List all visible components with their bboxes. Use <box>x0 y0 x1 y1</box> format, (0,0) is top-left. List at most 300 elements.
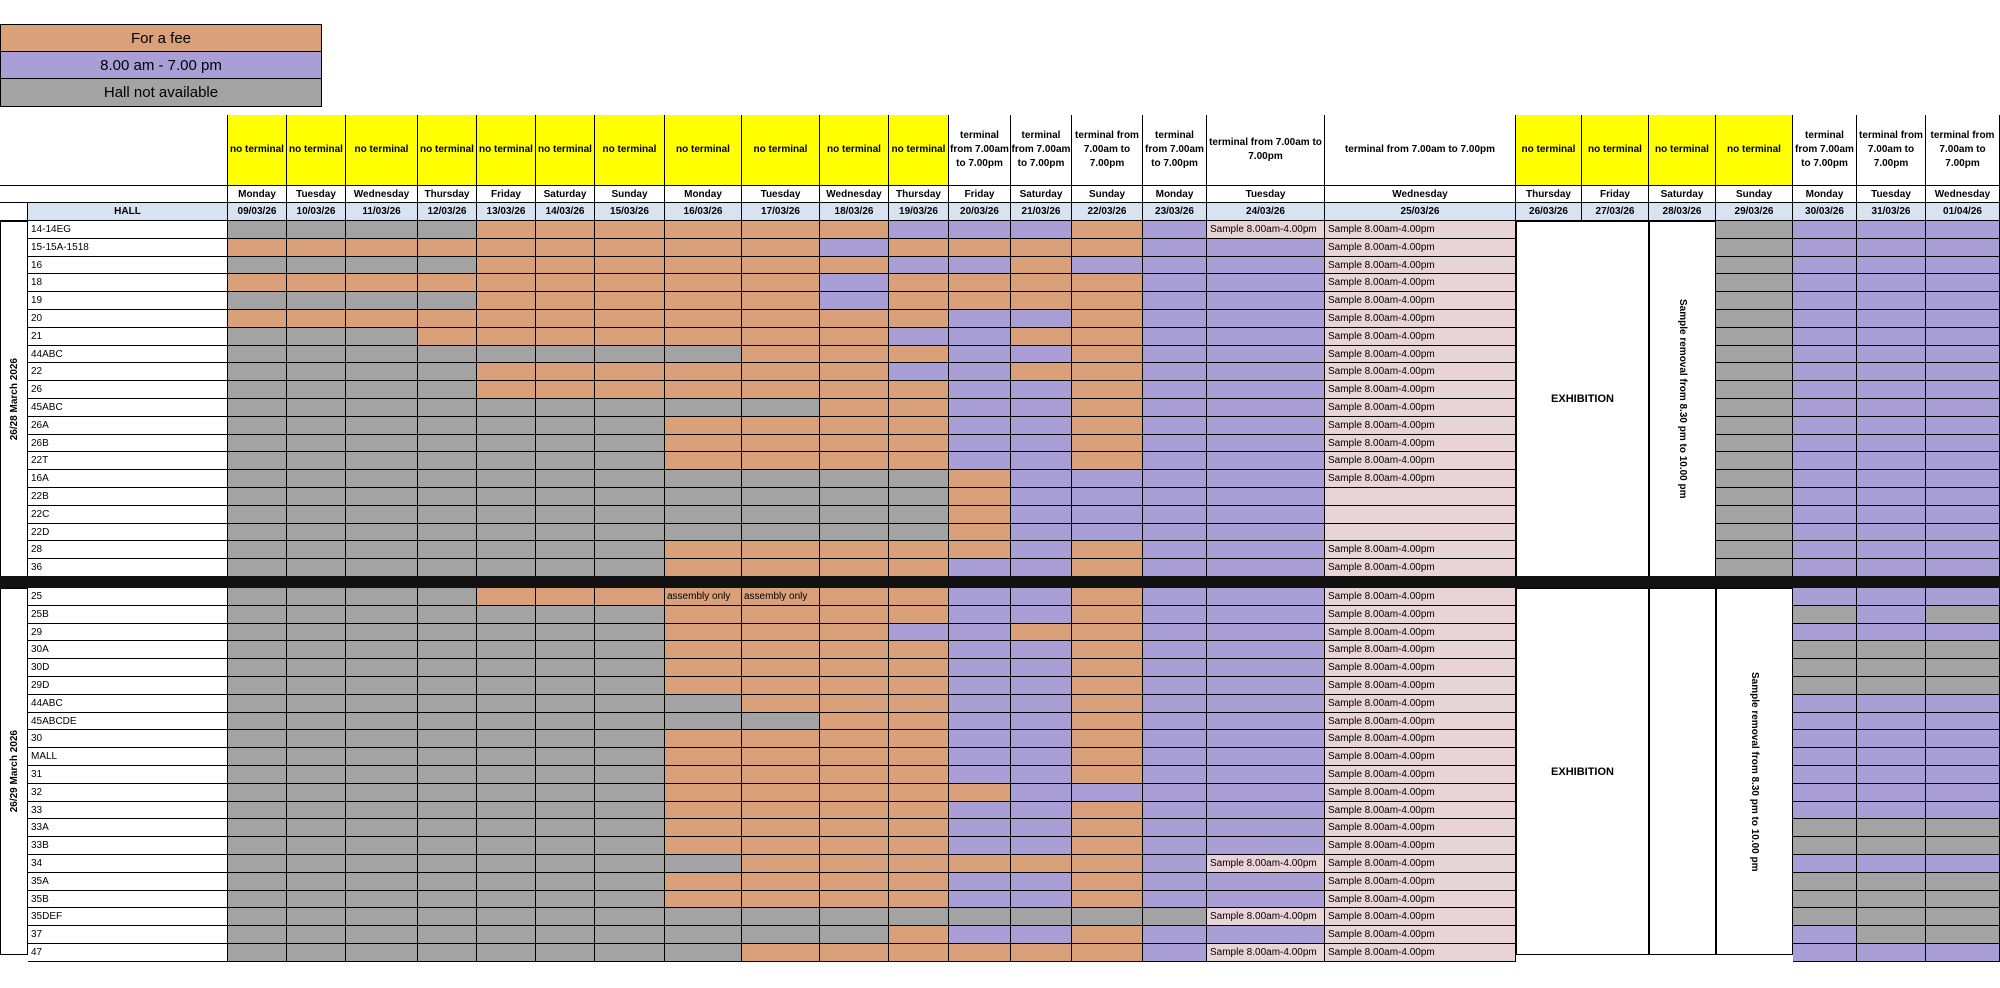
schedule-cell <box>742 908 820 926</box>
group-date-text: 26/29 March 2026 <box>8 730 20 813</box>
schedule-cell <box>477 239 536 257</box>
day-name: Sunday <box>1072 186 1143 203</box>
schedule-cell <box>1716 239 1793 257</box>
schedule-cell <box>418 926 477 944</box>
sample-cell: Sample 8.00am-4.00pm <box>1325 559 1516 577</box>
schedule-cell <box>1857 891 1926 909</box>
schedule-cell <box>1926 802 2000 820</box>
schedule-cell <box>742 730 820 748</box>
schedule-cell <box>1207 677 1325 695</box>
schedule-cell <box>418 524 477 542</box>
schedule-cell <box>595 802 665 820</box>
schedule-cell <box>287 908 346 926</box>
schedule-cell <box>1143 274 1207 292</box>
schedule-cell <box>1716 310 1793 328</box>
schedule-cell <box>1857 873 1926 891</box>
schedule-cell <box>1926 239 2000 257</box>
schedule-cell <box>1793 257 1857 275</box>
schedule-cell <box>1793 748 1857 766</box>
sample-cell: Sample 8.00am-4.00pm <box>1325 470 1516 488</box>
schedule-cell <box>1793 346 1857 364</box>
schedule-cell <box>1011 363 1072 381</box>
schedule-cell <box>742 855 820 873</box>
schedule-cell <box>665 802 742 820</box>
schedule-cell <box>346 559 418 577</box>
schedule-cell <box>536 908 595 926</box>
schedule-cell <box>477 784 536 802</box>
schedule-cell <box>1143 257 1207 275</box>
schedule-cell <box>1011 239 1072 257</box>
schedule-cell <box>1072 435 1143 453</box>
terminal-availability: no terminal <box>1582 115 1649 186</box>
schedule-cell <box>1926 452 2000 470</box>
schedule-cell <box>1926 784 2000 802</box>
hall-name: 16 <box>28 257 228 275</box>
schedule-cell <box>949 257 1011 275</box>
schedule-cell <box>1793 891 1857 909</box>
schedule-cell <box>1926 488 2000 506</box>
schedule-cell <box>1716 488 1793 506</box>
terminal-availability: no terminal <box>1516 115 1582 186</box>
schedule-cell <box>1926 748 2000 766</box>
schedule-cell <box>889 363 949 381</box>
schedule-cell <box>889 541 949 559</box>
schedule-cell <box>228 908 287 926</box>
schedule-cell <box>536 239 595 257</box>
schedule-cell <box>477 417 536 435</box>
schedule-cell <box>889 328 949 346</box>
hall-name: 45ABCDE <box>28 713 228 731</box>
schedule-cell <box>1011 766 1072 784</box>
schedule-cell <box>536 399 595 417</box>
schedule-cell <box>1793 399 1857 417</box>
schedule-cell <box>1857 926 1926 944</box>
schedule-cell <box>595 559 665 577</box>
schedule-cell <box>1716 399 1793 417</box>
schedule-cell <box>1793 624 1857 642</box>
schedule-cell <box>228 819 287 837</box>
schedule-cell: assembly only <box>742 588 820 606</box>
schedule-cell <box>536 624 595 642</box>
schedule-cell <box>346 452 418 470</box>
schedule-cell <box>1072 641 1143 659</box>
schedule-cell <box>477 695 536 713</box>
schedule-cell <box>1072 257 1143 275</box>
schedule-cell <box>1716 257 1793 275</box>
schedule-cell <box>1207 417 1325 435</box>
hall-name: 26 <box>28 381 228 399</box>
schedule-cell <box>477 292 536 310</box>
hall-name: 37 <box>28 926 228 944</box>
schedule-cell <box>287 274 346 292</box>
hall-name: 47 <box>28 944 228 962</box>
legend-hall-not-available: Hall not available <box>1 79 321 106</box>
schedule-cell <box>665 346 742 364</box>
header-blank <box>0 203 28 221</box>
schedule-cell <box>477 310 536 328</box>
schedule-cell <box>346 524 418 542</box>
schedule-cell <box>1857 784 1926 802</box>
schedule-cell <box>1011 399 1072 417</box>
schedule-cell <box>949 641 1011 659</box>
schedule-cell <box>820 837 889 855</box>
schedule-cell <box>1857 944 1926 962</box>
schedule-cell <box>346 641 418 659</box>
schedule-cell <box>1793 730 1857 748</box>
day-name: Friday <box>477 186 536 203</box>
schedule-cell <box>949 748 1011 766</box>
schedule-cell <box>595 677 665 695</box>
schedule-cell <box>346 926 418 944</box>
schedule-cell <box>1716 435 1793 453</box>
header-blank <box>0 186 228 203</box>
date: 12/03/26 <box>418 203 477 221</box>
schedule-cell <box>595 588 665 606</box>
schedule-cell <box>949 310 1011 328</box>
schedule-cell <box>346 730 418 748</box>
hall-name: 30 <box>28 730 228 748</box>
schedule-cell <box>477 559 536 577</box>
schedule-cell <box>1207 363 1325 381</box>
header-blank <box>0 115 228 186</box>
schedule-cell <box>889 695 949 713</box>
schedule-cell <box>742 944 820 962</box>
hall-name: 25 <box>28 588 228 606</box>
schedule-cell <box>742 766 820 784</box>
hall-name: 31 <box>28 766 228 784</box>
schedule-cell <box>595 310 665 328</box>
terminal-availability: no terminal <box>418 115 477 186</box>
schedule-cell <box>287 713 346 731</box>
schedule-cell <box>1011 891 1072 909</box>
schedule-cell <box>889 891 949 909</box>
schedule-cell <box>665 470 742 488</box>
schedule-cell <box>1857 802 1926 820</box>
schedule-cell <box>418 819 477 837</box>
schedule-cell <box>595 713 665 731</box>
schedule-cell <box>1143 292 1207 310</box>
schedule-cell <box>477 257 536 275</box>
schedule-cell <box>1143 452 1207 470</box>
schedule-cell <box>418 417 477 435</box>
schedule-cell <box>595 855 665 873</box>
schedule-cell <box>1143 624 1207 642</box>
legend-for-a-fee: For a fee <box>1 25 321 52</box>
schedule-cell <box>1011 819 1072 837</box>
schedule-cell <box>346 417 418 435</box>
schedule-cell <box>536 748 595 766</box>
schedule-cell <box>820 677 889 695</box>
terminal-availability: terminal from 7.00am to 7.00pm <box>1072 115 1143 186</box>
schedule-cell <box>1793 363 1857 381</box>
day-name: Monday <box>1143 186 1207 203</box>
sample-removal-label: Sample removal from 8.30 pm to 10.00 pm <box>1749 671 1760 872</box>
schedule-cell <box>889 624 949 642</box>
schedule-cell <box>287 944 346 962</box>
schedule-cell <box>346 257 418 275</box>
schedule-cell <box>1793 559 1857 577</box>
schedule-cell <box>287 310 346 328</box>
schedule-cell <box>1143 944 1207 962</box>
schedule-cell <box>287 524 346 542</box>
schedule-cell <box>228 588 287 606</box>
schedule-cell <box>1072 748 1143 766</box>
schedule-cell <box>536 274 595 292</box>
schedule-cell <box>1143 381 1207 399</box>
schedule-cell <box>595 274 665 292</box>
sample-cell: Sample 8.00am-4.00pm <box>1325 606 1516 624</box>
schedule-cell <box>1143 784 1207 802</box>
schedule-cell <box>477 363 536 381</box>
schedule-cell <box>949 452 1011 470</box>
hall-name: 30A <box>28 641 228 659</box>
schedule-cell <box>1716 524 1793 542</box>
schedule-cell <box>1926 730 2000 748</box>
schedule-cell <box>346 274 418 292</box>
hall-name: 33 <box>28 802 228 820</box>
hall-name: 26A <box>28 417 228 435</box>
schedule-cell <box>665 541 742 559</box>
schedule-cell <box>1143 239 1207 257</box>
schedule-cell <box>477 926 536 944</box>
schedule-cell <box>287 926 346 944</box>
schedule-cell <box>1072 802 1143 820</box>
schedule-cell <box>1857 399 1926 417</box>
schedule-cell <box>820 452 889 470</box>
schedule-cell <box>1857 239 1926 257</box>
schedule-cell <box>1793 435 1857 453</box>
schedule-cell <box>820 819 889 837</box>
schedule-cell <box>595 506 665 524</box>
schedule-cell <box>1926 310 2000 328</box>
schedule-cell <box>1857 310 1926 328</box>
schedule-cell <box>595 257 665 275</box>
schedule-cell <box>1011 908 1072 926</box>
schedule-cell <box>346 346 418 364</box>
schedule-cell <box>536 328 595 346</box>
schedule-cell <box>477 944 536 962</box>
schedule-cell <box>595 641 665 659</box>
hall-name: 35DEF <box>28 908 228 926</box>
schedule-cell <box>346 837 418 855</box>
schedule-cell <box>418 855 477 873</box>
schedule-cell <box>1716 381 1793 399</box>
schedule-cell <box>1793 452 1857 470</box>
hall-name: 18 <box>28 274 228 292</box>
schedule-cell <box>287 346 346 364</box>
schedule-cell <box>949 221 1011 239</box>
schedule-cell <box>477 399 536 417</box>
schedule-cell <box>346 873 418 891</box>
date: 18/03/26 <box>820 203 889 221</box>
schedule-cell <box>477 381 536 399</box>
schedule-cell <box>1143 524 1207 542</box>
schedule-cell <box>889 926 949 944</box>
schedule-cell <box>287 452 346 470</box>
schedule-cell <box>742 624 820 642</box>
schedule-cell <box>346 944 418 962</box>
date: 31/03/26 <box>1857 203 1926 221</box>
schedule-cell <box>418 748 477 766</box>
schedule-cell <box>665 452 742 470</box>
schedule-cell <box>1143 310 1207 328</box>
sample-cell: Sample 8.00am-4.00pm <box>1325 713 1516 731</box>
schedule-cell <box>1793 524 1857 542</box>
schedule-cell <box>1793 766 1857 784</box>
sample-cell: Sample 8.00am-4.00pm <box>1325 588 1516 606</box>
schedule-cell <box>477 802 536 820</box>
schedule-cell <box>1207 488 1325 506</box>
schedule-cell <box>1143 588 1207 606</box>
schedule-cell <box>1857 748 1926 766</box>
schedule-cell <box>1011 944 1072 962</box>
schedule-cell <box>820 873 889 891</box>
schedule-cell <box>346 470 418 488</box>
schedule-cell <box>1926 559 2000 577</box>
schedule-cell <box>1011 713 1072 731</box>
schedule-cell <box>1143 488 1207 506</box>
schedule-cell <box>1143 837 1207 855</box>
schedule-cell <box>1143 363 1207 381</box>
schedule-cell <box>418 677 477 695</box>
schedule-cell <box>595 659 665 677</box>
schedule-cell <box>1793 381 1857 399</box>
hall-name: 16A <box>28 470 228 488</box>
schedule-cell <box>1072 452 1143 470</box>
schedule-cell <box>595 784 665 802</box>
schedule-cell <box>595 292 665 310</box>
schedule-cell <box>1793 695 1857 713</box>
schedule-cell <box>1011 221 1072 239</box>
schedule-cell <box>1926 659 2000 677</box>
schedule-cell <box>742 328 820 346</box>
schedule-cell <box>477 346 536 364</box>
schedule-cell <box>1143 873 1207 891</box>
schedule-cell <box>1011 730 1072 748</box>
schedule-cell <box>1072 730 1143 748</box>
schedule-cell <box>1072 926 1143 944</box>
sample-cell: Sample 8.00am-4.00pm <box>1325 677 1516 695</box>
schedule-cell <box>287 239 346 257</box>
schedule-cell <box>742 257 820 275</box>
schedule-cell <box>889 588 949 606</box>
schedule-cell <box>595 399 665 417</box>
schedule-cell <box>665 677 742 695</box>
schedule-cell <box>477 855 536 873</box>
schedule-cell <box>1926 399 2000 417</box>
schedule-cell <box>418 488 477 506</box>
schedule-cell <box>742 891 820 909</box>
schedule-cell <box>1072 346 1143 364</box>
sample-cell: Sample 8.00am-4.00pm <box>1325 819 1516 837</box>
day-name: Sunday <box>1716 186 1793 203</box>
schedule-cell <box>287 606 346 624</box>
schedule-cell <box>536 819 595 837</box>
schedule-cell <box>665 891 742 909</box>
date: 23/03/26 <box>1143 203 1207 221</box>
schedule-cell: assembly only <box>665 588 742 606</box>
schedule-cell <box>1011 381 1072 399</box>
sample-cell: Sample 8.00am-4.00pm <box>1325 221 1516 239</box>
date: 25/03/26 <box>1325 203 1516 221</box>
schedule-cell <box>346 363 418 381</box>
schedule-cell <box>228 470 287 488</box>
schedule-cell <box>949 559 1011 577</box>
schedule-cell <box>820 328 889 346</box>
schedule-cell <box>949 891 1011 909</box>
day-name: Saturday <box>1011 186 1072 203</box>
sample-cell: Sample 8.00am-4.00pm <box>1325 659 1516 677</box>
schedule-cell <box>820 559 889 577</box>
schedule-cell <box>536 346 595 364</box>
schedule-cell <box>1926 855 2000 873</box>
schedule-cell <box>595 363 665 381</box>
schedule-cell <box>889 417 949 435</box>
exhibition-label: EXHIBITION <box>1551 393 1614 405</box>
schedule-cell <box>1207 588 1325 606</box>
schedule-cell <box>228 239 287 257</box>
sample-cell: Sample 8.00am-4.00pm <box>1325 926 1516 944</box>
schedule-cell <box>477 891 536 909</box>
schedule-cell <box>1793 819 1857 837</box>
schedule-cell <box>228 641 287 659</box>
schedule-cell <box>1011 435 1072 453</box>
schedule-cell <box>1207 748 1325 766</box>
schedule-cell <box>595 908 665 926</box>
sample-cell: Sample 8.00am-4.00pm <box>1325 908 1516 926</box>
schedule-cell <box>742 506 820 524</box>
schedule-cell <box>889 748 949 766</box>
schedule-cell <box>1793 837 1857 855</box>
sample-cell: Sample 8.00am-4.00pm <box>1325 855 1516 873</box>
schedule-cell <box>418 873 477 891</box>
schedule-cell <box>477 524 536 542</box>
schedule-cell <box>1072 908 1143 926</box>
schedule-cell <box>742 292 820 310</box>
schedule-cell <box>889 292 949 310</box>
schedule-cell <box>820 695 889 713</box>
schedule-cell <box>418 624 477 642</box>
schedule-cell <box>1857 819 1926 837</box>
schedule-cell <box>536 310 595 328</box>
schedule-cell <box>889 944 949 962</box>
schedule-cell <box>665 695 742 713</box>
schedule-cell <box>1857 381 1926 399</box>
schedule-cell <box>346 677 418 695</box>
schedule-cell <box>1926 363 2000 381</box>
schedule-cell <box>346 221 418 239</box>
schedule-cell <box>820 606 889 624</box>
schedule-cell <box>228 310 287 328</box>
schedule-cell <box>228 944 287 962</box>
schedule-cell <box>820 766 889 784</box>
schedule-cell <box>477 470 536 488</box>
schedule-cell <box>1072 855 1143 873</box>
date: 17/03/26 <box>742 203 820 221</box>
sample-cell: Sample 8.00am-4.00pm <box>1325 730 1516 748</box>
schedule-cell <box>477 641 536 659</box>
schedule-cell <box>228 837 287 855</box>
schedule-cell <box>287 417 346 435</box>
schedule-cell <box>536 695 595 713</box>
schedule-cell <box>228 524 287 542</box>
schedule-cell <box>820 748 889 766</box>
schedule-cell <box>1716 417 1793 435</box>
schedule-cell <box>228 873 287 891</box>
schedule-cell <box>346 381 418 399</box>
schedule-cell <box>742 541 820 559</box>
schedule-cell <box>742 677 820 695</box>
